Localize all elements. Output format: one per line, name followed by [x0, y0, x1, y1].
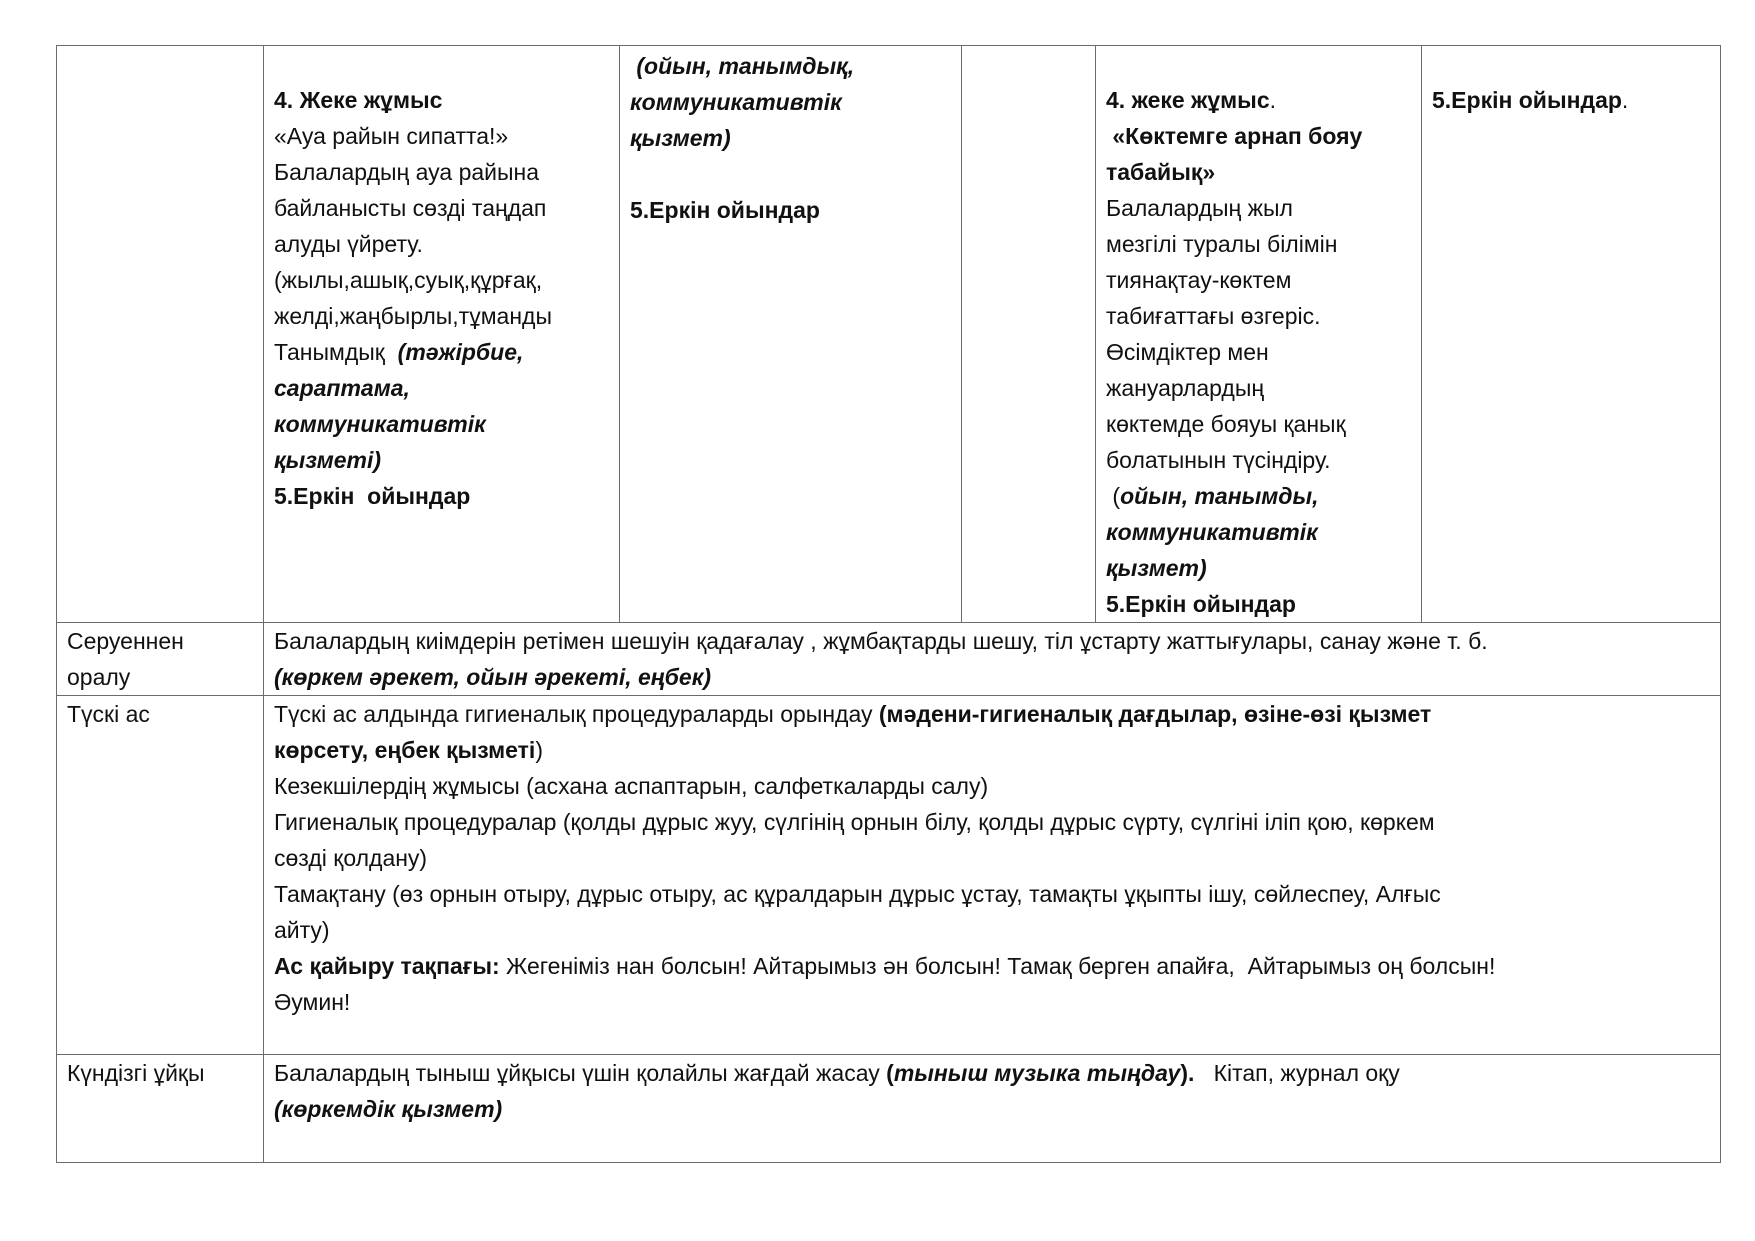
text-line: желді,жаңбырлы,тұманды [274, 303, 552, 329]
row-label: оралу [67, 664, 131, 690]
text-line: болатынын түсіндіру. [1106, 447, 1331, 473]
activity-type: тыныш музыка тыңдау [893, 1060, 1181, 1086]
free-games-heading: 5.Еркін ойындар [274, 483, 471, 509]
text-line: сөзді қолдану) [274, 845, 428, 871]
row-content-cell [264, 623, 1721, 696]
activity-title: «Ауа райын сипатта!» [274, 123, 509, 149]
text-line: Кітап, журнал оқу [1194, 1060, 1400, 1086]
activity-type: сараптама, [274, 375, 410, 401]
activity-type: қызмет) [1106, 555, 1207, 581]
row1-label-cell [57, 46, 264, 623]
activity-type: ойын, танымды, [1120, 483, 1319, 509]
paren-close: ). [1180, 1060, 1195, 1086]
paren-open: ( [1106, 483, 1121, 509]
text-line: айту) [274, 917, 330, 943]
row-label-cell [57, 623, 264, 696]
text-line: тиянақтау-көктем [1106, 267, 1292, 293]
row1-col5-cell [1096, 46, 1422, 623]
activity-type: коммуникативтік [1106, 519, 1318, 545]
table-row [57, 696, 1721, 1055]
text-line: алуды үйрету. [274, 231, 423, 257]
activity-type: (тәжірбие, [397, 339, 524, 365]
heading-dot: . [1621, 87, 1629, 113]
text-line: Тамақтану (өз орнын отыру, дұрыс отыру, ас құралдарын дұрыс ұстау, тамақты ұқыпты ішу, сөйлеспеу, Алғыс [274, 881, 1441, 907]
text-line: Балалардың ауа райына [274, 159, 540, 185]
activity-type: көрсету, еңбек қызметі [274, 737, 536, 763]
free-games-heading: 5.Еркін ойындар [1106, 591, 1296, 617]
text-line: байланысты сөзді таңдап [274, 195, 547, 221]
text-line: мезгілі туралы білімін [1106, 231, 1338, 257]
text-line: жануарлардың [1106, 375, 1265, 401]
row1-col3-cell [620, 46, 962, 623]
text-line: Өсімдіктер мен [1106, 339, 1269, 365]
paren-close: ) [535, 737, 543, 763]
text-line: (жылы,ашық,суық,құрғақ, [274, 267, 543, 293]
row-content-cell [264, 1055, 1721, 1163]
saying-label: Ас қайыру тақпағы: [274, 953, 500, 979]
row-label: Түскі ас [67, 701, 150, 727]
row-label: Серуеннен [67, 628, 184, 654]
row1-col2-cell [264, 46, 620, 623]
activity-type: (ойын, танымдық, [630, 53, 855, 79]
row-label-cell [57, 1055, 264, 1163]
text-line: Балалардың тыныш ұйқысы үшін қолайлы жағдай жасау [274, 1060, 887, 1086]
table-row [57, 1055, 1721, 1163]
activity-plan-table [56, 45, 1721, 1163]
row-content-cell [264, 696, 1721, 1055]
table-row [57, 623, 1721, 696]
individual-work-heading: 4. жеке жұмыс [1106, 87, 1270, 113]
activity-type: коммуникативтік [630, 89, 842, 115]
activity-type: коммуникативтік [274, 411, 486, 437]
table-row [57, 46, 1721, 623]
text-line: Түскі ас алдында гигиеналық процедураларды орындау [274, 701, 879, 727]
row-label: Күндізгі ұйқы [67, 1060, 205, 1086]
text-line: Балалардың киімдерін ретімен шешуін қадағалау , жұмбақтарды шешу, тіл ұстарту жаттығулары, санау және т. б. [274, 628, 1488, 654]
text-line: көктемде бояуы қанық [1106, 411, 1346, 437]
activity-type-label: Танымдық [274, 339, 398, 365]
activity-type: қызмет) [630, 125, 731, 151]
free-games-heading: 5.Еркін ойындар [1432, 87, 1622, 113]
text-line: табиғаттағы өзгеріс. [1106, 303, 1321, 329]
activity-type: (мәдени-гигиеналық дағдылар, өзіне-өзі қызмет [878, 701, 1432, 727]
row1-col6-cell [1422, 46, 1721, 623]
activity-type: қызметі) [274, 447, 382, 473]
heading-dot: . [1269, 87, 1276, 113]
text-line: Балалардың жыл [1106, 195, 1293, 221]
free-games-heading: 5.Еркін ойындар [630, 197, 820, 223]
activity-type: (көркемдік қызмет) [274, 1096, 503, 1122]
activity-type: (көркем әрекет, ойын әрекеті, еңбек) [274, 664, 712, 690]
row1-col4-cell [962, 46, 1096, 623]
row-label-cell [57, 696, 264, 1055]
text-line: Кезекшілердің жұмысы (асхана аспаптарын, салфеткаларды салу) [274, 773, 989, 799]
paren-open: ( [886, 1060, 894, 1086]
individual-work-heading: 4. Жеке жұмыс [274, 87, 443, 113]
activity-title: «Көктемге арнап бояу [1106, 123, 1363, 149]
text-line: Гигиеналық процедуралар (қолды дұрыс жуу, сүлгінің орнын білу, қолды дұрыс сүрту, сүлгіні іліп қою, көркем [274, 809, 1435, 835]
activity-title: табайық» [1106, 159, 1216, 185]
saying-text: Әумин! [274, 989, 351, 1015]
saying-text: Жегеніміз нан болсын! Айтарымыз ән болсын! Тамақ берген апайға, Айтарымыз оң болсын! [499, 953, 1496, 979]
